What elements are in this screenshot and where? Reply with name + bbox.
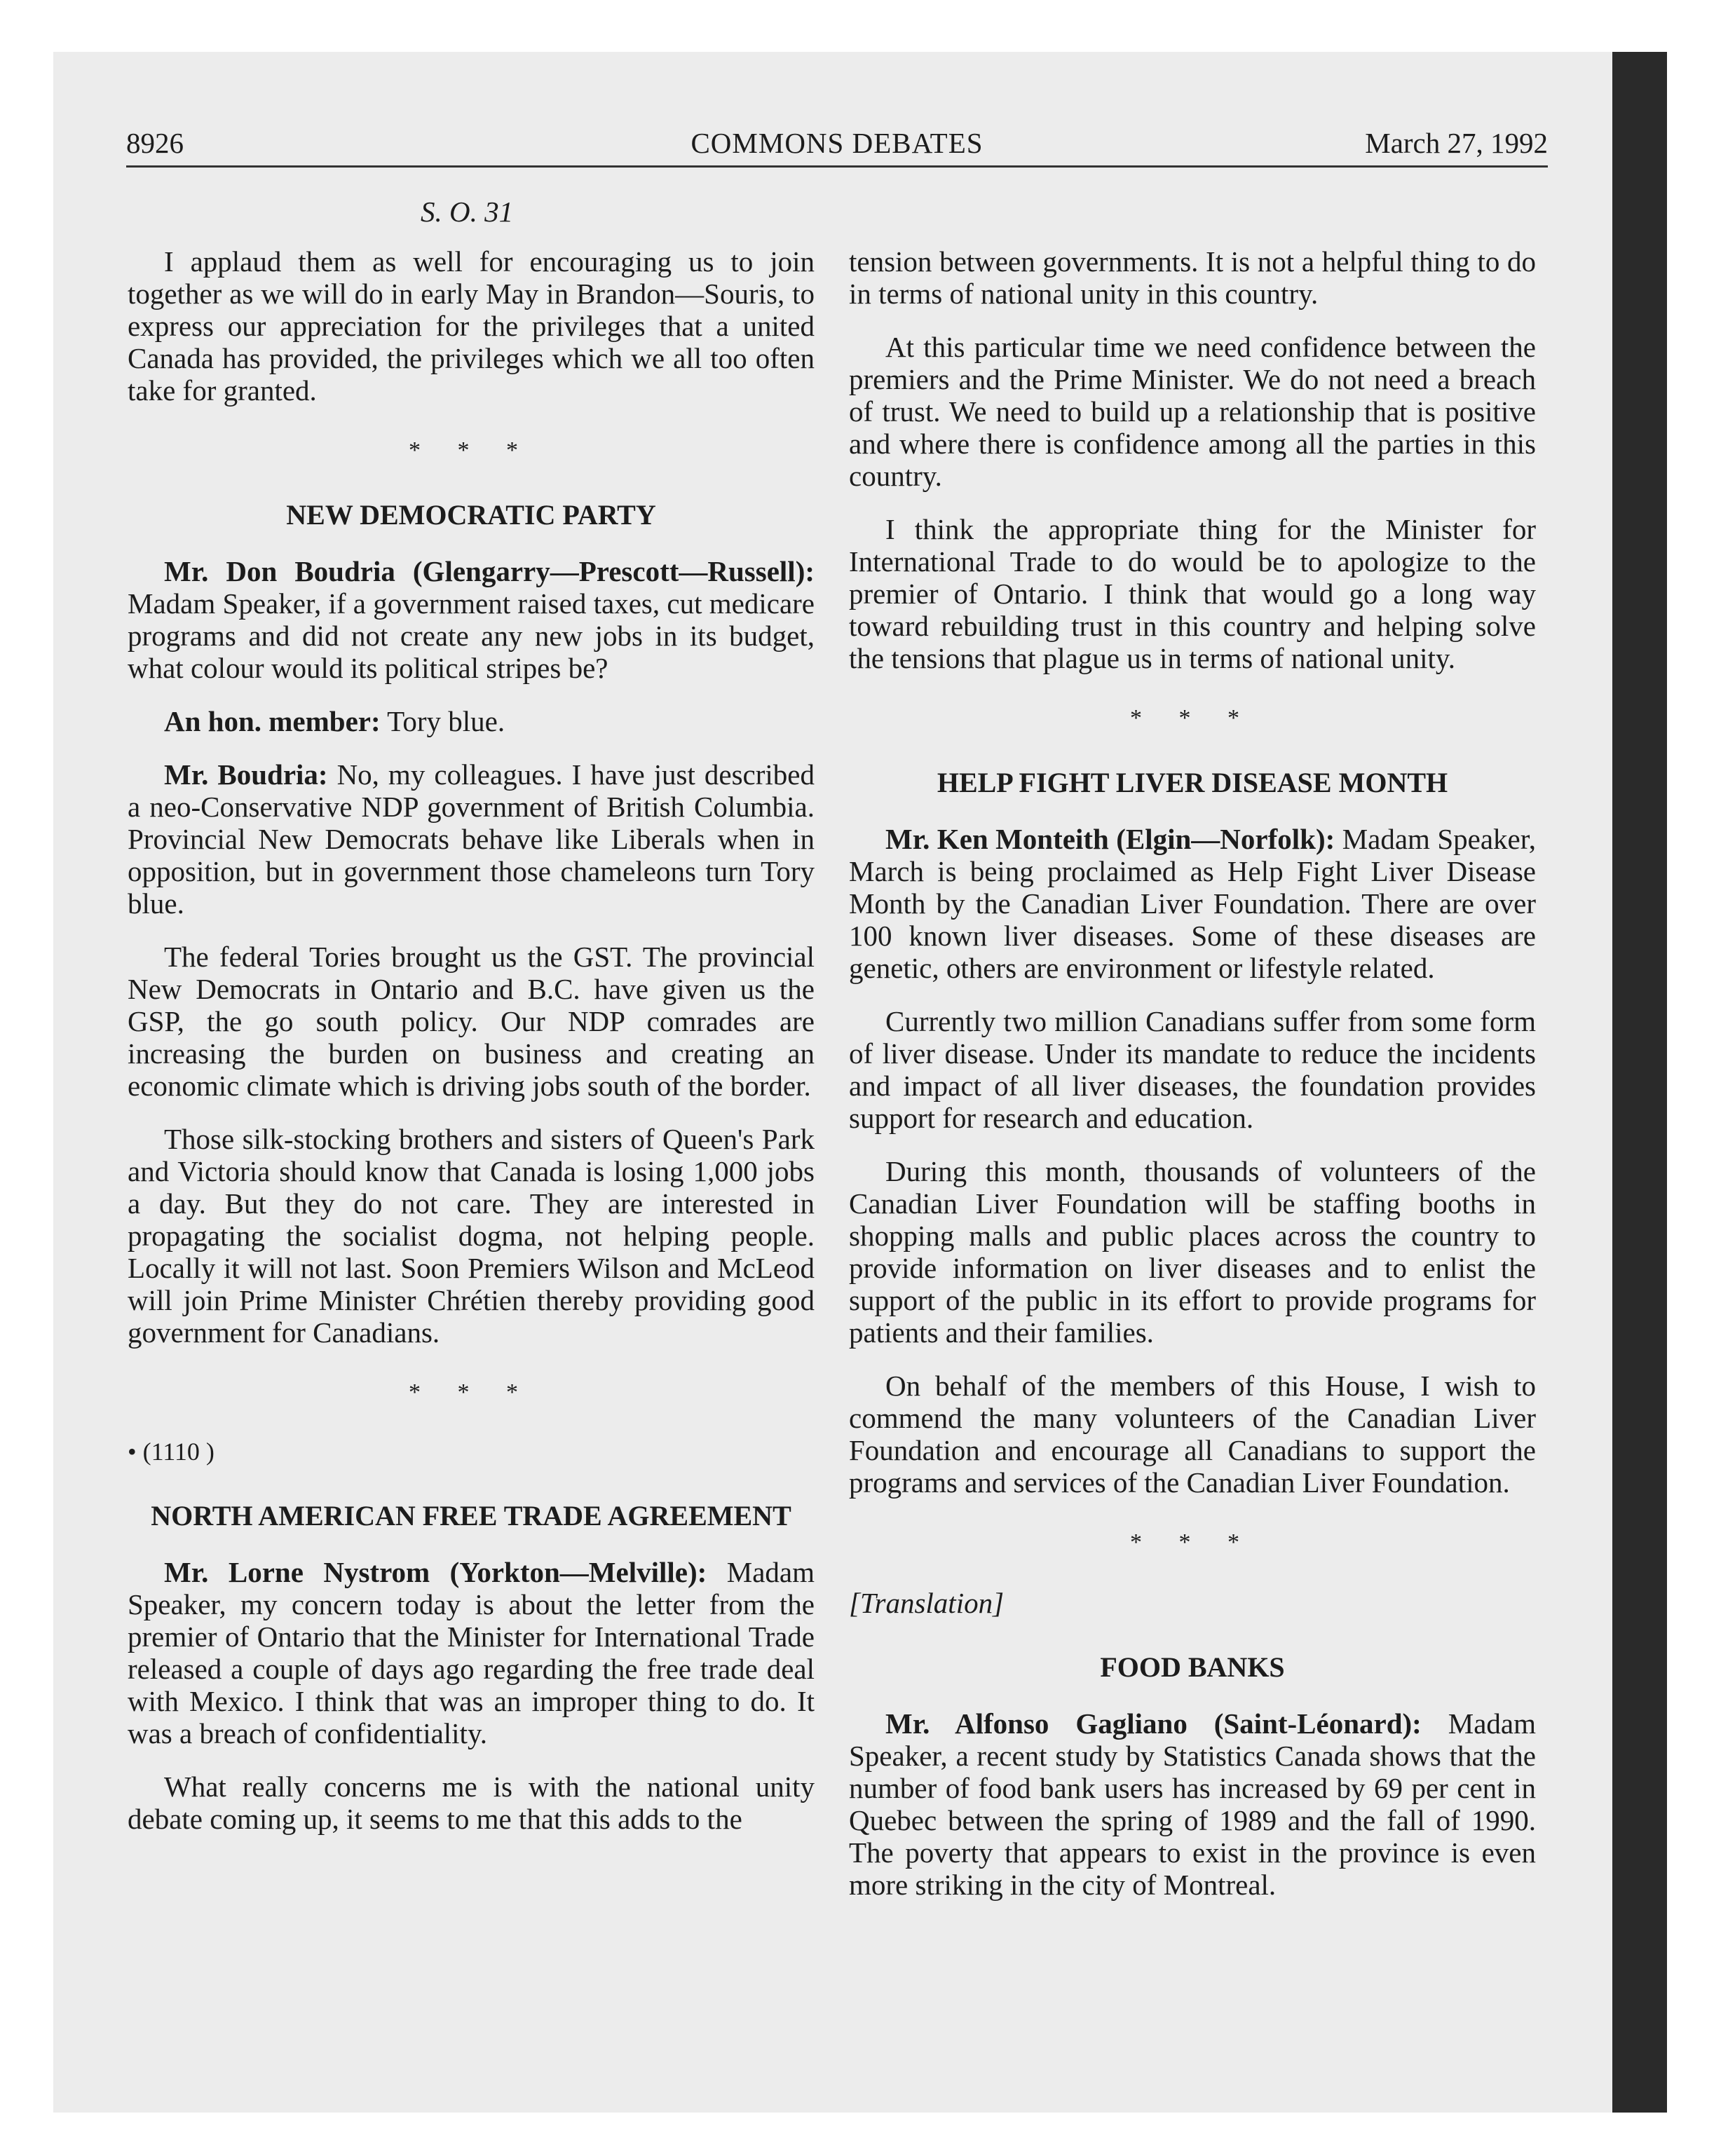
food-banks-paragraph: [849, 1707, 1536, 1901]
page-number: 8926: [126, 127, 184, 159]
ndp-paragraph: Those silk-stocking brothers and sisters of Queen's Park and Victoria should know that Canada is losing 1,000 jobs a day. But they do not care. They are interested in propagating the socialist dogma, not helping people. Locally it will not last. Soon Premiers Wilson and McLeod will join Prime Minister Chrétien thereby providing good government for Canadians.: [128, 1123, 815, 1349]
liver-paragraph: [849, 823, 1536, 984]
left-column: [128, 245, 815, 1856]
nafta-heading: NORTH AMERICAN FREE TRADE AGREEMENT: [151, 1500, 791, 1531]
speaker-name: Mr. Boudria:: [164, 758, 328, 791]
speaker-name: Mr. Alfonso Gagliano (Saint-Léonard):: [885, 1707, 1422, 1740]
speech-text: Madam Speaker, if a government raised taxes, cut medicare programs and did not create any new jobs in its budget, what colour would its political stripes be?: [128, 587, 815, 684]
speaker-name: Mr. Lorne Nystrom (Yorkton—Melville):: [164, 1556, 707, 1588]
header-rule: [126, 165, 1548, 168]
ndp-paragraph: [128, 758, 815, 920]
running-head: [126, 126, 1548, 165]
ndp-paragraph: [128, 555, 815, 684]
speech-text: Tory blue.: [387, 705, 505, 737]
liver-paragraph: On behalf of the members of this House, I wish to commend the many volunteers of the Canadian Liver Foundation and encourage all Canadians to support the programs and services of the Canadian Liver Foundation.: [849, 1370, 1536, 1499]
ndp-paragraph: [128, 705, 815, 737]
time-stamp: • (1110 ): [128, 1438, 215, 1466]
speech-text: Madam Speaker, a recent study by Statistics Canada shows that the number of food bank users has increased by 69 per cent in Quebec between the spring of 1989 and the fall of 1990. The poverty that appears to exist in the province is even more striking in the city of Montreal.: [849, 1707, 1536, 1901]
nafta-paragraph: What really concerns me is with the national unity debate coming up, it seems to me that this adds to the: [128, 1770, 815, 1835]
nafta-paragraph: I think the appropriate thing for the Minister for International Trade to do would be to apologize to the premier of Ontario. I think that would go a long way toward rebuilding trust in this country and helping solve the tensions that plague us in terms of national unity.: [849, 513, 1536, 674]
section-separator: * * *: [1130, 1529, 1255, 1555]
translation-note: [Translation]: [849, 1587, 1005, 1619]
section-separator: * * *: [409, 1379, 533, 1405]
speech-text: Madam Speaker, my concern today is about the letter from the premier of Ontario that the Minister for International Trade released a couple of days ago regarding the free trade deal with Mexico. I think that was an improper thing to do. It was a breach of confidentiality.: [128, 1556, 815, 1749]
right-column: [849, 245, 1536, 1922]
standing-order-label: S. O. 31: [421, 196, 514, 228]
speech-text: Madam Speaker, March is being proclaimed as Help Fight Liver Disease Month by the Canadian Liver Foundation. There are over 100 known liver diseases. Some of these diseases are genetic, others are environment or lifestyle related.: [849, 823, 1537, 984]
section-separator: * * *: [1130, 705, 1255, 731]
speaker-name: Mr. Don Boudria (Glengarry—Prescott—Russell):: [164, 555, 815, 587]
ndp-paragraph: The federal Tories brought us the GST. The provincial New Democrats in Ontario and B.C. have given us the GSP, the go south policy. Our NDP comrades are increasing the burden on business and creating an economic climate which is driving jobs south of the border.: [128, 941, 815, 1102]
publication-title: COMMONS DEBATES: [690, 127, 984, 159]
liver-paragraph: Currently two million Canadians suffer from some form of liver disease. Under its mandate to reduce the incidents and impact of all liver diseases, the foundation provides support for research and education.: [849, 1005, 1536, 1134]
intro-paragraph: I applaud them as well for encouraging us to join together as we will do in early May in Brandon—Souris, to express our appreciation for the privileges that a united Canada has provided, the privileges which we all too often take for granted.: [128, 245, 815, 407]
ndp-heading: NEW DEMOCRATIC PARTY: [286, 499, 656, 531]
speech-text: No, my colleagues. I have just described a neo-Conservative NDP government of British Columbia. Provincial New Democrats behave like Liberals when in opposition, but in government those chameleons turn Tory blue.: [128, 758, 815, 920]
nafta-paragraph: [128, 1556, 815, 1749]
speaker-name: An hon. member:: [164, 705, 381, 737]
nafta-paragraph-continued: tension between governments. It is not a helpful thing to do in terms of national unity in this country.: [849, 245, 1536, 310]
nafta-paragraph: At this particular time we need confidence between the premiers and the Prime Minister. We do not need a breach of trust. We need to build up a relationship that is positive and where there is confidence among all the parties in this country.: [849, 331, 1536, 492]
speaker-name: Mr. Ken Monteith (Elgin—Norfolk):: [885, 823, 1335, 855]
liver-heading: HELP FIGHT LIVER DISEASE MONTH: [937, 767, 1448, 798]
scan-edge-shadow: [1612, 52, 1667, 2113]
issue-date: March 27, 1992: [1365, 127, 1548, 159]
liver-paragraph: During this month, thousands of volunteers of the Canadian Liver Foundation will be staffing booths in shopping malls and public places across the country to provide information on liver diseases and to enlist the support of the public in its effort to provide programs for patients and their families.: [849, 1155, 1536, 1349]
food-banks-heading: FOOD BANKS: [1100, 1651, 1285, 1683]
section-separator: * * *: [409, 437, 533, 463]
